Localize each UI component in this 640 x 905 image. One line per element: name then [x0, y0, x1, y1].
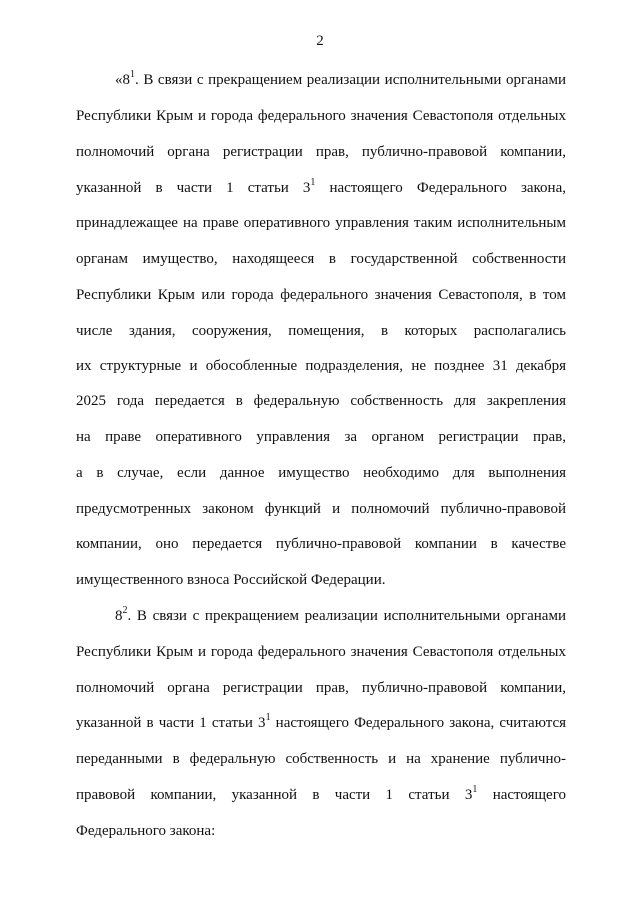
text-segment: настоящего	[477, 787, 566, 803]
paragraph-8-1-line-14: компании, оно передается публично-правовой компании в качестве	[76, 536, 566, 552]
text-segment: указанной в части 1 статьи 3	[76, 180, 311, 196]
paragraph-8-1-line-4	[76, 178, 566, 198]
superscript: 1	[130, 69, 135, 80]
paragraph-8-1-line-7: Республики Крым или города федерального значения Севастополя, в том	[76, 287, 566, 303]
paragraph-8-2-line-2: Республики Крым и города федерального значения Севастополя отдельных	[76, 644, 566, 660]
paragraph-8-1-line-10: 2025 года передается в федеральную собственность для закрепления	[76, 393, 566, 409]
paragraph-8-2-line-7: Федерального закона:	[76, 823, 216, 839]
paragraph-8-1-line-6: органам имущество, находящееся в государственной собственности	[76, 251, 566, 267]
text-segment: 8	[115, 608, 123, 624]
superscript: 1	[472, 784, 478, 795]
paragraph-8-2-line-5: переданными в федеральную собственность и на хранение публично-	[76, 751, 566, 767]
paragraph-8-1-line-11: на праве оперативного управления за органом регистрации прав,	[76, 429, 566, 445]
paragraph-8-1-line-13: предусмотренных законом функций и полномочий публично-правовой	[76, 501, 566, 517]
paragraph-8-1-line-8: числе здания, сооружения, помещения, в которых располагались	[76, 323, 566, 339]
paragraph-8-1-line-5: принадлежащее на праве оперативного управления таким исполнительным	[76, 215, 566, 231]
text-segment: правовой компании, указанной в части 1 статьи 3	[76, 787, 473, 803]
paragraph-8-1-line-9: их структурные и обособленные подразделения, не позднее 31 декабря	[76, 358, 566, 374]
text-segment: . В связи с прекращением реализации исполнительными органами	[127, 608, 566, 624]
paragraph-8-2-line-4	[76, 713, 566, 733]
text-segment: настоящего Федерального закона, считаются	[270, 715, 567, 731]
paragraph-8-2-line-1	[115, 606, 566, 626]
text-segment: указанной в части 1 статьи 3	[76, 715, 266, 731]
paragraph-8-1-line-3: полномочий органа регистрации прав, публично-правовой компании,	[76, 144, 566, 160]
paragraph-8-2-line-6	[76, 785, 566, 805]
page-number: 2	[316, 33, 324, 49]
text-segment: настоящего Федерального закона,	[315, 180, 566, 196]
superscript: 1	[265, 712, 271, 723]
paragraph-8-1-line-2: Республики Крым и города федерального значения Севастополя отдельных	[76, 108, 566, 124]
paragraph-8-1-line-12: а в случае, если данное имущество необходимо для выполнения	[76, 465, 566, 481]
text-segment: . В связи с прекращением реализации исполнительными органами	[135, 72, 566, 88]
paragraph-8-1-line-15: имущественного взноса Российской Федерации.	[76, 572, 386, 588]
paragraph-8-1-line-1	[115, 70, 566, 90]
text-segment: «8	[115, 72, 130, 88]
paragraph-8-2-line-3: полномочий органа регистрации прав, публично-правовой компании,	[76, 680, 566, 696]
superscript: 2	[122, 605, 128, 616]
superscript: 1	[310, 177, 316, 188]
